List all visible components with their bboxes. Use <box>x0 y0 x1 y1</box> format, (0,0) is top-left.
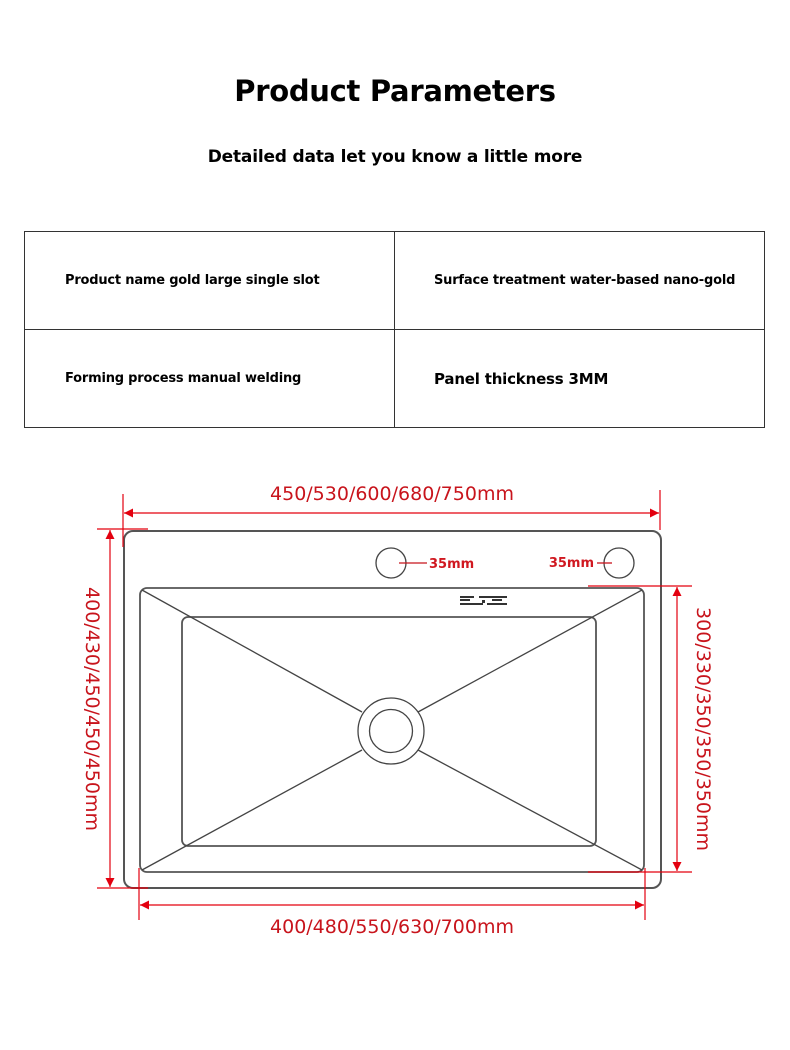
overflow-dot <box>482 600 485 603</box>
page-subtitle: Detailed data let you know a little more <box>207 147 583 167</box>
bottom-dimension <box>139 868 645 920</box>
right-dimension <box>588 586 692 872</box>
outer-width-label: 450/530/600/680/750mm <box>270 483 514 505</box>
page-title: Product Parameters <box>234 74 556 108</box>
param-text: Product name gold large single slot <box>65 273 320 288</box>
outer-depth-label: 400/430/450/450/450mm <box>81 587 103 831</box>
left-hole-label: 35mm <box>429 557 475 572</box>
drain-outer-icon <box>358 698 424 764</box>
inner-width-label: 400/480/550/630/700mm <box>270 916 514 938</box>
right-hole-label: 35mm <box>548 556 594 571</box>
param-text: Forming process manual welding <box>65 371 302 386</box>
param-text: Panel thickness 3MM <box>434 369 609 388</box>
param-text: Surface treatment water-based nano-gold <box>434 273 736 288</box>
inner-depth-label: 300/330/350/350/350mm <box>692 607 714 851</box>
